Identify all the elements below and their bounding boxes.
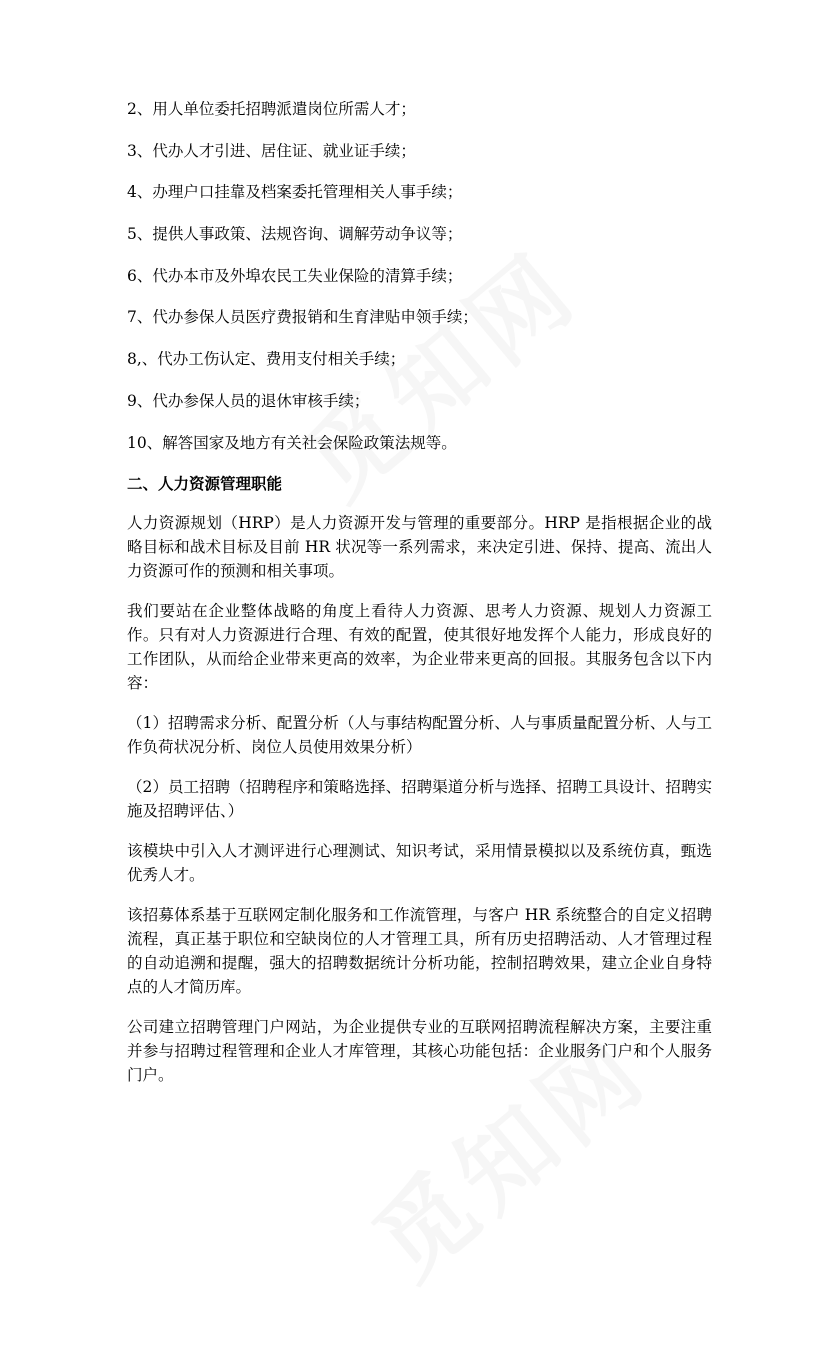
paragraph-hrp: 人力资源规划（HRP）是人力资源开发与管理的重要部分。HRP 是指根据企业的战略目标和战术目标及目前 HR 状况等一系列需求，来决定引进、保持、提高、流出人力资源可作的预测和相关事项。 [127,514,712,581]
paragraph-item-2: （2）员工招聘（招聘程序和策略选择、招聘渠道分析与选择、招聘工具设计、招聘实施及招聘评估、） [127,778,712,821]
section-heading: 二、人力资源管理职能 [127,475,283,494]
list-item: 9、代办参保人员的退休审核手续； [127,391,370,410]
list-item: 7、代办参保人员医疗费报销和生育津贴申领手续； [127,308,478,327]
paragraph-assessment: 该模块中引入人才测评进行心理测试、知识考试，采用情景模拟以及系统仿真，甄选优秀人才。 [127,842,712,885]
list-item: 3、代办人才引进、居住证、就业证手续； [127,141,416,160]
paragraph-recruitment-system: 该招募体系基于互联网定制化服务和工作流管理，与客户 HR 系统整合的自定义招聘流程，真正基于职位和空缺岗位的人才管理工具，所有历史招聘活动、人才管理过程的自动追溯和提醒，强大的招聘数据统计分析功能，控制招聘效果，建立企业自身特点的人才简历库。 [127,906,712,997]
list-item: 4、办理户口挂靠及档案委托管理相关人事手续； [127,183,463,202]
document-body [127,96,712,1103]
paragraph-portal: 公司建立招聘管理门户网站，为企业提供专业的互联网招聘流程解决方案，主要注重并参与招聘过程管理和企业人才库管理，其核心功能包括：企业服务门户和个人服务门户。 [127,1018,712,1085]
paragraph-item-1: （1）招聘需求分析、配置分析（人与事结构配置分析、人与事质量配置分析、人与工作负荷状况分析、岗位人员使用效果分析） [127,714,712,757]
list-item: 5、提供人事政策、法规咨询、调解劳动争议等； [127,225,463,244]
list-item: 2、用人单位委托招聘派遣岗位所需人才； [127,100,416,118]
list-item: 6、代办本市及外埠农民工失业保险的清算手续； [127,266,463,285]
list-item: 10、解答国家及地方有关社会保险政策法规等。 [127,433,457,452]
paragraph-strategy: 我们要站在企业整体战略的角度上看待人力资源、思考人力资源、规划人力资源工作。只有对人力资源进行合理、有效的配置，使其很好地发挥个人能力，形成良好的工作团队，从而给企业带来更高的效率，为企业带来更高的回报。其服务包含以下内容： [127,602,712,693]
list-item: 8,、代办工伤认定、费用支付相关手续； [127,350,406,369]
